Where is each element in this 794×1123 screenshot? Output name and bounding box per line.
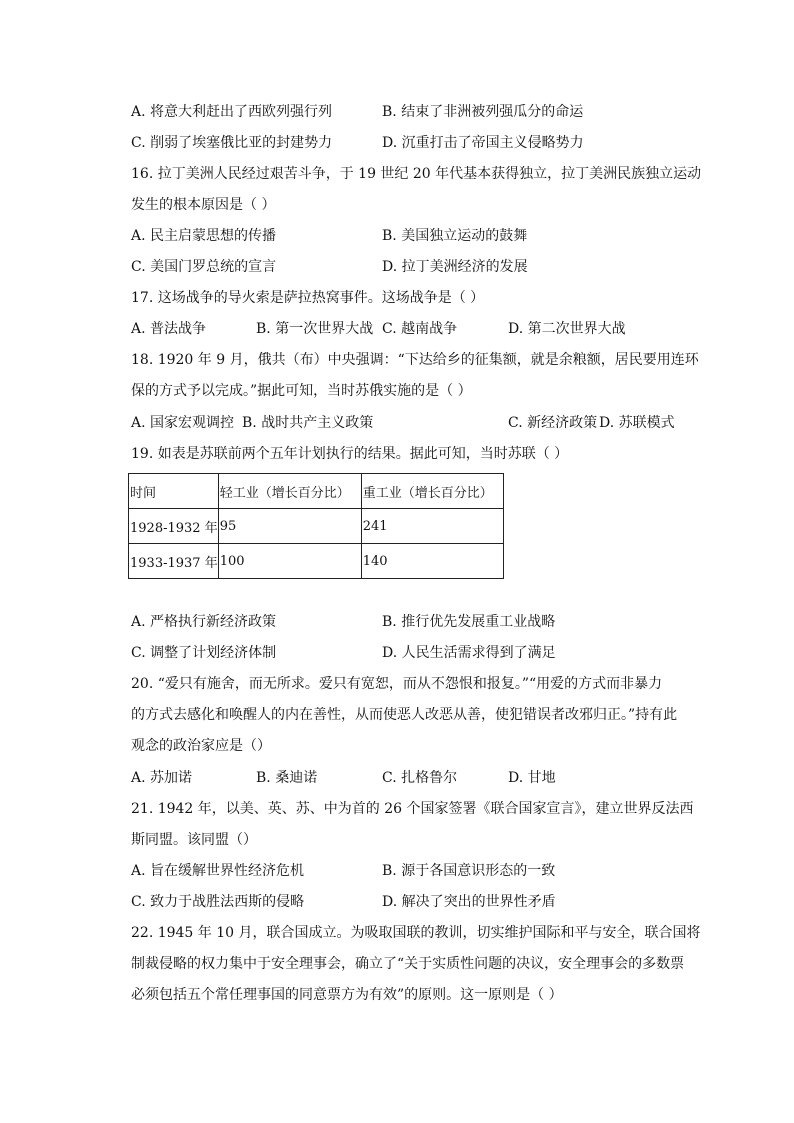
q16-option-c: C. 美国门罗总统的宣言 xyxy=(131,259,277,275)
table-cell: 1933-1937 年 xyxy=(129,544,219,579)
q18-option-d: D. 苏联模式 xyxy=(599,415,675,431)
q17-option-b: B. 第一次世界大战 xyxy=(256,321,374,337)
table-header-row xyxy=(129,474,504,509)
q22-stem-line-2: 制裁侵略的权力集中于安全理事会，确立了“关于实质性问题的决议，安全理事会的多数票 xyxy=(131,956,685,972)
q22-stem-line-3: 必须包括五个常任理事国的同意票方为有效”的原则。这一原则是（ ） xyxy=(131,987,563,1003)
q15-option-b: B. 结束了非洲被列强瓜分的命运 xyxy=(382,104,584,120)
q17-option-a: A. 普法战争 xyxy=(131,321,207,337)
q19-option-a: A. 严格执行新经济政策 xyxy=(131,614,277,630)
table-row xyxy=(129,509,504,544)
q21-option-b: B. 源于各国意识形态的一致 xyxy=(382,863,556,879)
q18-option-b: B. 战时共产主义政策 xyxy=(242,415,374,431)
q16-stem-line-2: 发生的根本原因是（ ） xyxy=(131,197,276,213)
q21-option-c: C. 致力于战胜法西斯的侵略 xyxy=(131,894,305,910)
q20-option-b: B. 桑迪诺 xyxy=(256,770,318,786)
q21-option-a: A. 旨在缓解世界性经济危机 xyxy=(131,863,305,879)
q16-option-a: A. 民主启蒙思想的传播 xyxy=(131,228,277,244)
q20-stem-line-2: 的方式去感化和唤醒人的内在善性，从而使恶人改恶从善，使犯错误者改邪归正。”持有此 xyxy=(131,707,678,723)
q18-option-c: C. 新经济政策 xyxy=(508,415,598,431)
q19-stem: 19. 如表是苏联前两个五年计划执行的结果。据此可知，当时苏联（ ） xyxy=(131,446,569,462)
q18-stem-line-1: 18. 1920 年 9 月，俄共（布）中央强调：“下达给乡的征集额，就是余粮额，居民要用连环 xyxy=(131,352,699,368)
q21-stem-line-2: 斯同盟。该同盟（） xyxy=(131,832,257,848)
q20-option-a: A. 苏加诺 xyxy=(131,770,193,786)
q21-option-d: D. 解决了突出的世界性矛盾 xyxy=(382,894,556,910)
table-cell: 100 xyxy=(218,544,361,579)
q15-option-c: C. 削弱了埃塞俄比亚的封建势力 xyxy=(131,135,333,151)
q19-option-d: D. 人民生活需求得到了满足 xyxy=(382,645,556,661)
q20-stem-line-1: 20. “爱只有施舍，而无所求。爱只有宽恕，而从不怨恨和报复。”“用爱的方式而非暴力 xyxy=(131,676,663,692)
q17-option-c: C. 越南战争 xyxy=(382,321,458,337)
q22-stem-line-1: 22. 1945 年 10 月，联合国成立。为吸取国联的教训，切实维护国际和平与安全，联合国将 xyxy=(131,925,701,941)
q16-stem-line-1: 16. 拉丁美洲人民经过艰苦斗争，于 19 世纪 20 年代基本获得独立，拉丁美洲民族独立运动 xyxy=(131,166,702,182)
q19-data-table xyxy=(128,473,504,579)
table-row xyxy=(129,544,504,579)
q21-stem-line-1: 21. 1942 年，以美、英、苏、中为首的 26 个国家签署《联合国家宣言》，建立世界反法西 xyxy=(131,801,694,817)
q17-option-d: D. 第二次世界大战 xyxy=(508,321,626,337)
q17-stem: 17. 这场战争的导火索是萨拉热窝事件。这场战争是（ ） xyxy=(131,290,485,306)
q18-stem-line-2: 保的方式予以完成。”据此可知，当时苏俄实施的是（ ） xyxy=(131,383,472,399)
table-cell: 140 xyxy=(361,544,503,579)
table-header-cell: 重工业（增长百分比） xyxy=(361,474,503,509)
table-cell: 241 xyxy=(361,509,503,544)
q15-option-d: D. 沉重打击了帝国主义侵略势力 xyxy=(382,135,584,151)
q20-option-c: C. 扎格鲁尔 xyxy=(382,770,458,786)
table-cell: 95 xyxy=(218,509,361,544)
q19-option-c: C. 调整了计划经济体制 xyxy=(131,645,277,661)
q15-option-a: A. 将意大利赶出了西欧列强行列 xyxy=(131,104,333,120)
q19-option-b: B. 推行优先发展重工业战略 xyxy=(382,614,556,630)
q18-option-a: A. 国家宏观调控 xyxy=(131,415,235,431)
table-header-cell: 轻工业（增长百分比） xyxy=(218,474,361,509)
table-cell: 1928-1932 年 xyxy=(129,509,219,544)
q16-option-d: D. 拉丁美洲经济的发展 xyxy=(382,259,528,275)
q20-stem-line-3: 观念的政治家应是（） xyxy=(131,738,271,754)
table-header-cell: 时间 xyxy=(129,474,219,509)
q20-option-d: D. 甘地 xyxy=(508,770,556,786)
q16-option-b: B. 美国独立运动的鼓舞 xyxy=(382,228,528,244)
